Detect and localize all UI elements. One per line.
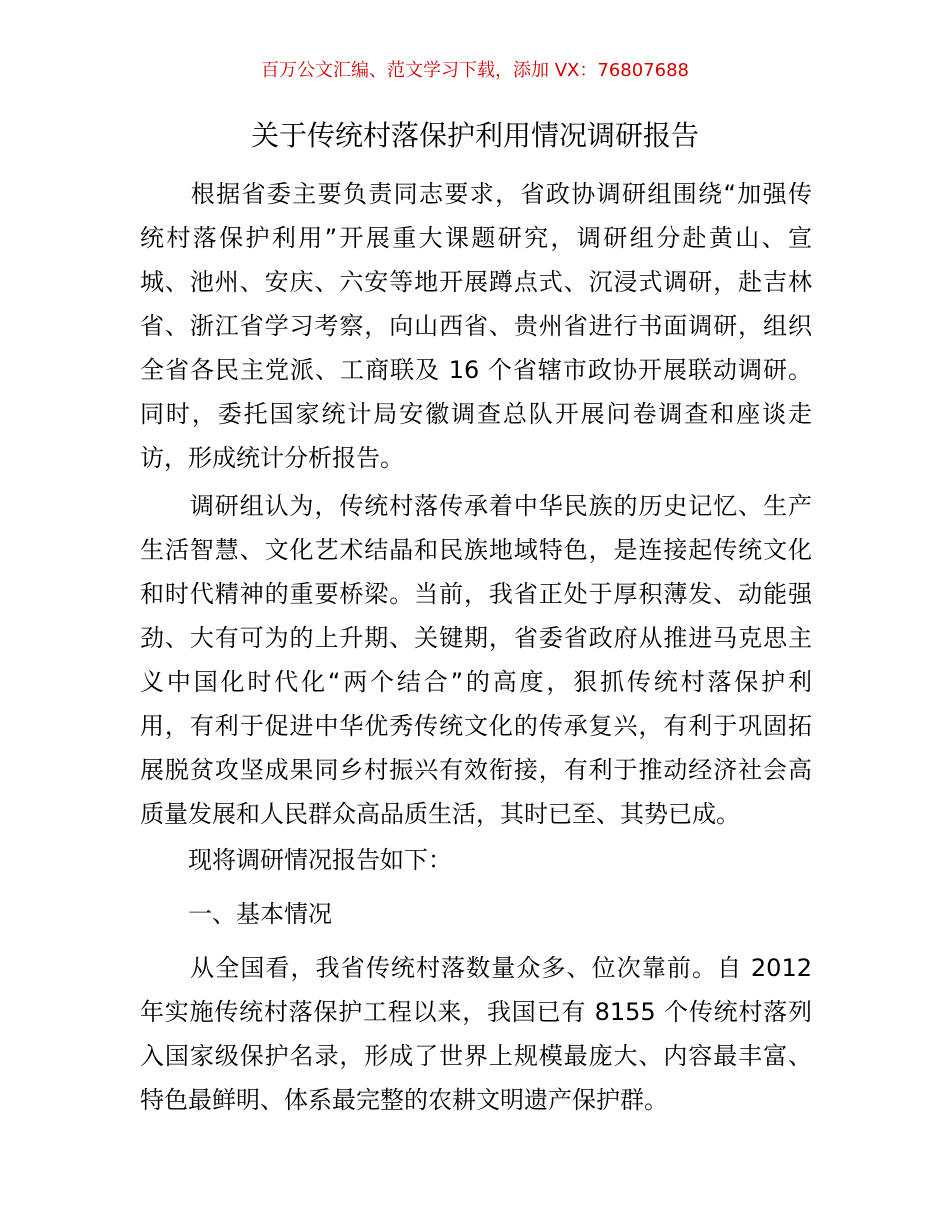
paragraph-line: 访，形成统计分析报告。 — [140, 444, 404, 472]
paragraph-3 — [140, 838, 812, 882]
paragraph-line: 年实施传统村落保护工程以来，我国已有 8155 个传统村落列 — [140, 998, 812, 1026]
paragraph-line: 省、浙江省学习考察，向山西省、贵州省进行书面调研，组织 — [140, 312, 812, 340]
paragraph-line: 入国家级保护名录，形成了世界上规模最庞大、内容最丰富、 — [140, 1042, 812, 1070]
header-notice: 百万公文汇编、范文学习下载，添加 VX：76807688 — [261, 60, 689, 81]
paragraph-line: 调研组认为，传统村落传承着中华民族的历史记忆、生产 — [140, 492, 812, 520]
paragraph-line: 生活智慧、文化艺术结晶和民族地域特色，是连接起传统文化 — [140, 536, 812, 564]
paragraph-1 — [140, 172, 812, 480]
paragraph-line: 现将调研情况报告如下： — [140, 846, 452, 874]
paragraph-line: 义中国化时代化“两个结合”的高度，狠抓传统村落保护利 — [140, 668, 812, 696]
paragraph-4 — [140, 946, 812, 1122]
section-heading-text: 一、基本情况 — [140, 900, 332, 928]
paragraph-line: 和时代精神的重要桥梁。当前，我省正处于厚积薄发、动能强 — [140, 580, 812, 608]
paragraph-line: 统村落保护利用”开展重大课题研究，调研组分赴黄山、宣 — [140, 224, 812, 252]
paragraph-line: 劲、大有可为的上升期、关键期，省委省政府从推进马克思主 — [140, 624, 812, 652]
document-title: 关于传统村落保护利用情况调研报告 — [250, 119, 699, 152]
paragraph-line: 同时，委托国家统计局安徽调查总队开展问卷调查和座谈走 — [140, 400, 812, 428]
paragraph-2 — [140, 484, 812, 836]
paragraph-line: 质量发展和人民群众高品质生活，其时已至、其势已成。 — [140, 800, 740, 828]
paragraph-line: 从全国看，我省传统村落数量众多、位次靠前。自 2012 — [140, 954, 812, 982]
paragraph-line: 城、池州、安庆、六安等地开展蹲点式、沉浸式调研，赴吉林 — [140, 268, 812, 296]
paragraph-line: 根据省委主要负责同志要求，省政协调研组围绕“加强传 — [140, 180, 812, 208]
paragraph-line: 用，有利于促进中华优秀传统文化的传承复兴，有利于巩固拓 — [140, 712, 812, 740]
paragraph-line: 全省各民主党派、工商联及 16 个省辖市政协开展联动调研。 — [140, 356, 812, 384]
paragraph-line: 特色最鲜明、体系最完整的农耕文明遗产保护群。 — [140, 1086, 668, 1114]
section-heading-1 — [140, 892, 812, 936]
paragraph-line: 展脱贫攻坚成果同乡村振兴有效衔接，有利于推动经济社会高 — [140, 756, 812, 784]
